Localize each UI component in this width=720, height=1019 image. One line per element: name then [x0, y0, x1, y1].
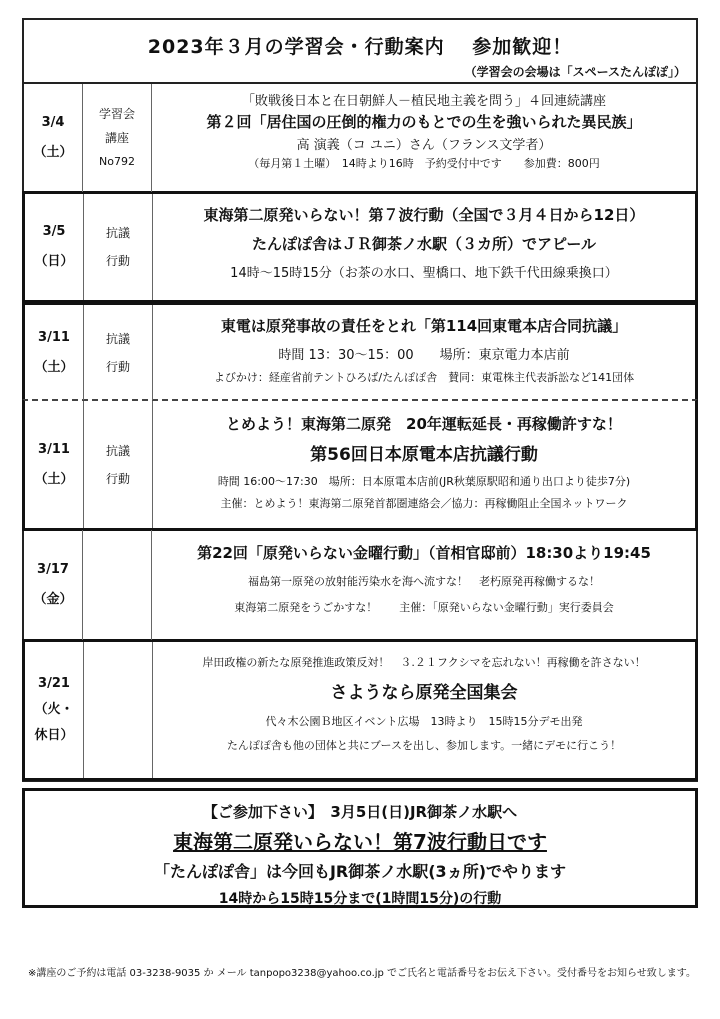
schedule-row-3-11-b: [22, 399, 698, 531]
event-slogan: 福島第一原発の放射能汚染水を海へ流すな！ 老朽原発再稼働するな！: [248, 575, 600, 588]
row-content: [152, 84, 696, 192]
event-time-place: 14時～15時15分（お茶の水口、聖橋口、地下鉄千代田線乗換口）: [230, 266, 618, 281]
day-text: （土）: [34, 471, 74, 487]
event-title: 東海第二原発いらない！第７波行動（全国で３月４日から12日）: [203, 206, 645, 224]
schedule-row-3-11-a: [22, 302, 698, 400]
notice-box: [22, 788, 698, 908]
row-date: [24, 530, 83, 640]
event-organizers: 東海第二原発をうごかすな！ 主催：「原発いらない金曜行動」実行委員会: [234, 601, 614, 614]
event-time-place: 代々木公園Ｂ地区イベント広場 13時より 15時15分デモ出発: [265, 715, 583, 728]
page-title: 2023年３月の学習会・行動案内 参加歓迎！: [147, 36, 573, 58]
date-text: 3/21: [38, 676, 70, 691]
kind-text: 行動: [105, 359, 130, 374]
row-content: [153, 401, 695, 528]
event-organizers: よびかけ：経産省前テントひろば/たんぽぽ舎 賛同：東電株主代表訴訟など141団体: [213, 371, 635, 384]
row-date: [25, 305, 84, 400]
notice-time: 14時から15時15分まで(1時間15分)の行動: [218, 891, 502, 907]
event-organizers: 主催：とめよう！東海第二原発首都圏連絡会／協力：再稼働阻止全国ネットワーク: [220, 497, 628, 510]
lecture-details: （毎月第１土曜） 14時より16時 予約受付中です 参加費：800円: [248, 157, 600, 170]
day-text: （土）: [34, 359, 74, 375]
schedule-row-3-17: [24, 530, 696, 640]
event-note: たんぽぽ舎も他の団体と共にブースを出し、参加します。一緒にデモに行こう！: [226, 739, 622, 752]
row-content: [153, 642, 695, 778]
schedule-row-3-5: [22, 191, 698, 303]
row-kind: [84, 305, 153, 400]
event-slogan: とめよう！東海第二原発 20年運転延長・再稼働許すな！: [226, 415, 622, 433]
schedule-row-3-4: [24, 84, 696, 192]
flyer-header: [22, 18, 698, 84]
lecture-title: 第２回「居住国の圧倒的権力のもとでの生を強いられた異民族」: [206, 113, 642, 131]
kind-text: 学習会: [98, 107, 135, 121]
event-time-place: 時間 16:00～17:30 場所：日本原電本店前(JR秋葉原駅昭和通り出口より徒歩7分): [217, 475, 631, 488]
row-kind: [83, 84, 152, 192]
event-title: さようなら原発全国集会: [330, 683, 518, 703]
date-text: 3/17: [37, 562, 69, 577]
footer-note: ※講座のご予約は電話 03-3238-9035 か メール tanpopo3238@yahoo.co.jp でご氏名と電話番号をお伝え下さい。受付番号をお知らせ致します。: [28, 968, 696, 979]
lecture-number: No792: [99, 155, 135, 168]
kind-text: 抗議: [105, 443, 130, 458]
lecturer: 高 演義（コ ユニ）さん（フランス文学者）: [296, 138, 552, 153]
row-kind: [84, 401, 153, 528]
date-text: 3/11: [38, 441, 70, 457]
row-date: [25, 642, 84, 778]
day-text: （土）: [33, 145, 73, 160]
schedule-table: [22, 84, 698, 782]
row-kind-empty: [83, 530, 152, 640]
flyer: [22, 18, 698, 908]
event-slogan: 岸田政権の新たな原発推進政策反対！ ３.２１フクシマを忘れない！再稼働を許さない！: [202, 656, 646, 669]
row-kind: [84, 194, 153, 300]
day-text: （日）: [34, 254, 74, 269]
kind-text: 抗議: [105, 226, 130, 240]
kind-text: 行動: [105, 471, 130, 486]
event-title: 第22回「原発いらない金曜行動」（首相官邸前）18:30より19:45: [197, 544, 651, 562]
notice-location: 「たんぽぽ舎」は今回もJR御茶ノ水駅(3ヵ所)でやります: [153, 862, 567, 881]
lecture-series: 「敗戦後日本と在日朝鮮人－植民地主義を問う」４回連続講座: [241, 94, 606, 109]
day-text: （火・: [34, 702, 74, 717]
event-subtitle: たんぽぽ舎はＪＲ御茶ノ水駅（３カ所）でアピール: [251, 235, 597, 253]
row-date: [24, 84, 83, 192]
date-text: 3/11: [38, 329, 70, 345]
row-date: [25, 401, 84, 528]
row-content: [153, 194, 695, 300]
page-subtitle: （学習会の会場は「スペースたんぽぽ」）: [464, 65, 686, 79]
row-date: [25, 194, 84, 300]
day-text: （金）: [33, 592, 73, 607]
row-kind-empty: [84, 642, 153, 778]
schedule-row-3-21: [22, 639, 698, 781]
date-text: 3/4: [41, 115, 65, 130]
date-text: 3/5: [42, 224, 66, 239]
notice-title: 東海第二原発いらない！第7波行動日です: [173, 830, 547, 854]
kind-text: 講座: [104, 131, 129, 145]
event-time-place: 時間 13：30～15：00 場所：東京電力本店前: [278, 348, 570, 363]
notice-heading: 【ご参加下さい】 3月5日(日)JR御茶ノ水駅へ: [202, 803, 518, 821]
kind-text: 抗議: [105, 331, 130, 346]
event-title: 東電は原発事故の責任をとれ「第114回東電本店合同抗議」: [220, 317, 628, 335]
row-content: [153, 305, 695, 400]
row-content: [152, 530, 696, 640]
day-text: 休日）: [34, 728, 74, 743]
kind-text: 行動: [105, 254, 130, 268]
event-title: 第56回日本原電本店抗議行動: [310, 445, 538, 465]
